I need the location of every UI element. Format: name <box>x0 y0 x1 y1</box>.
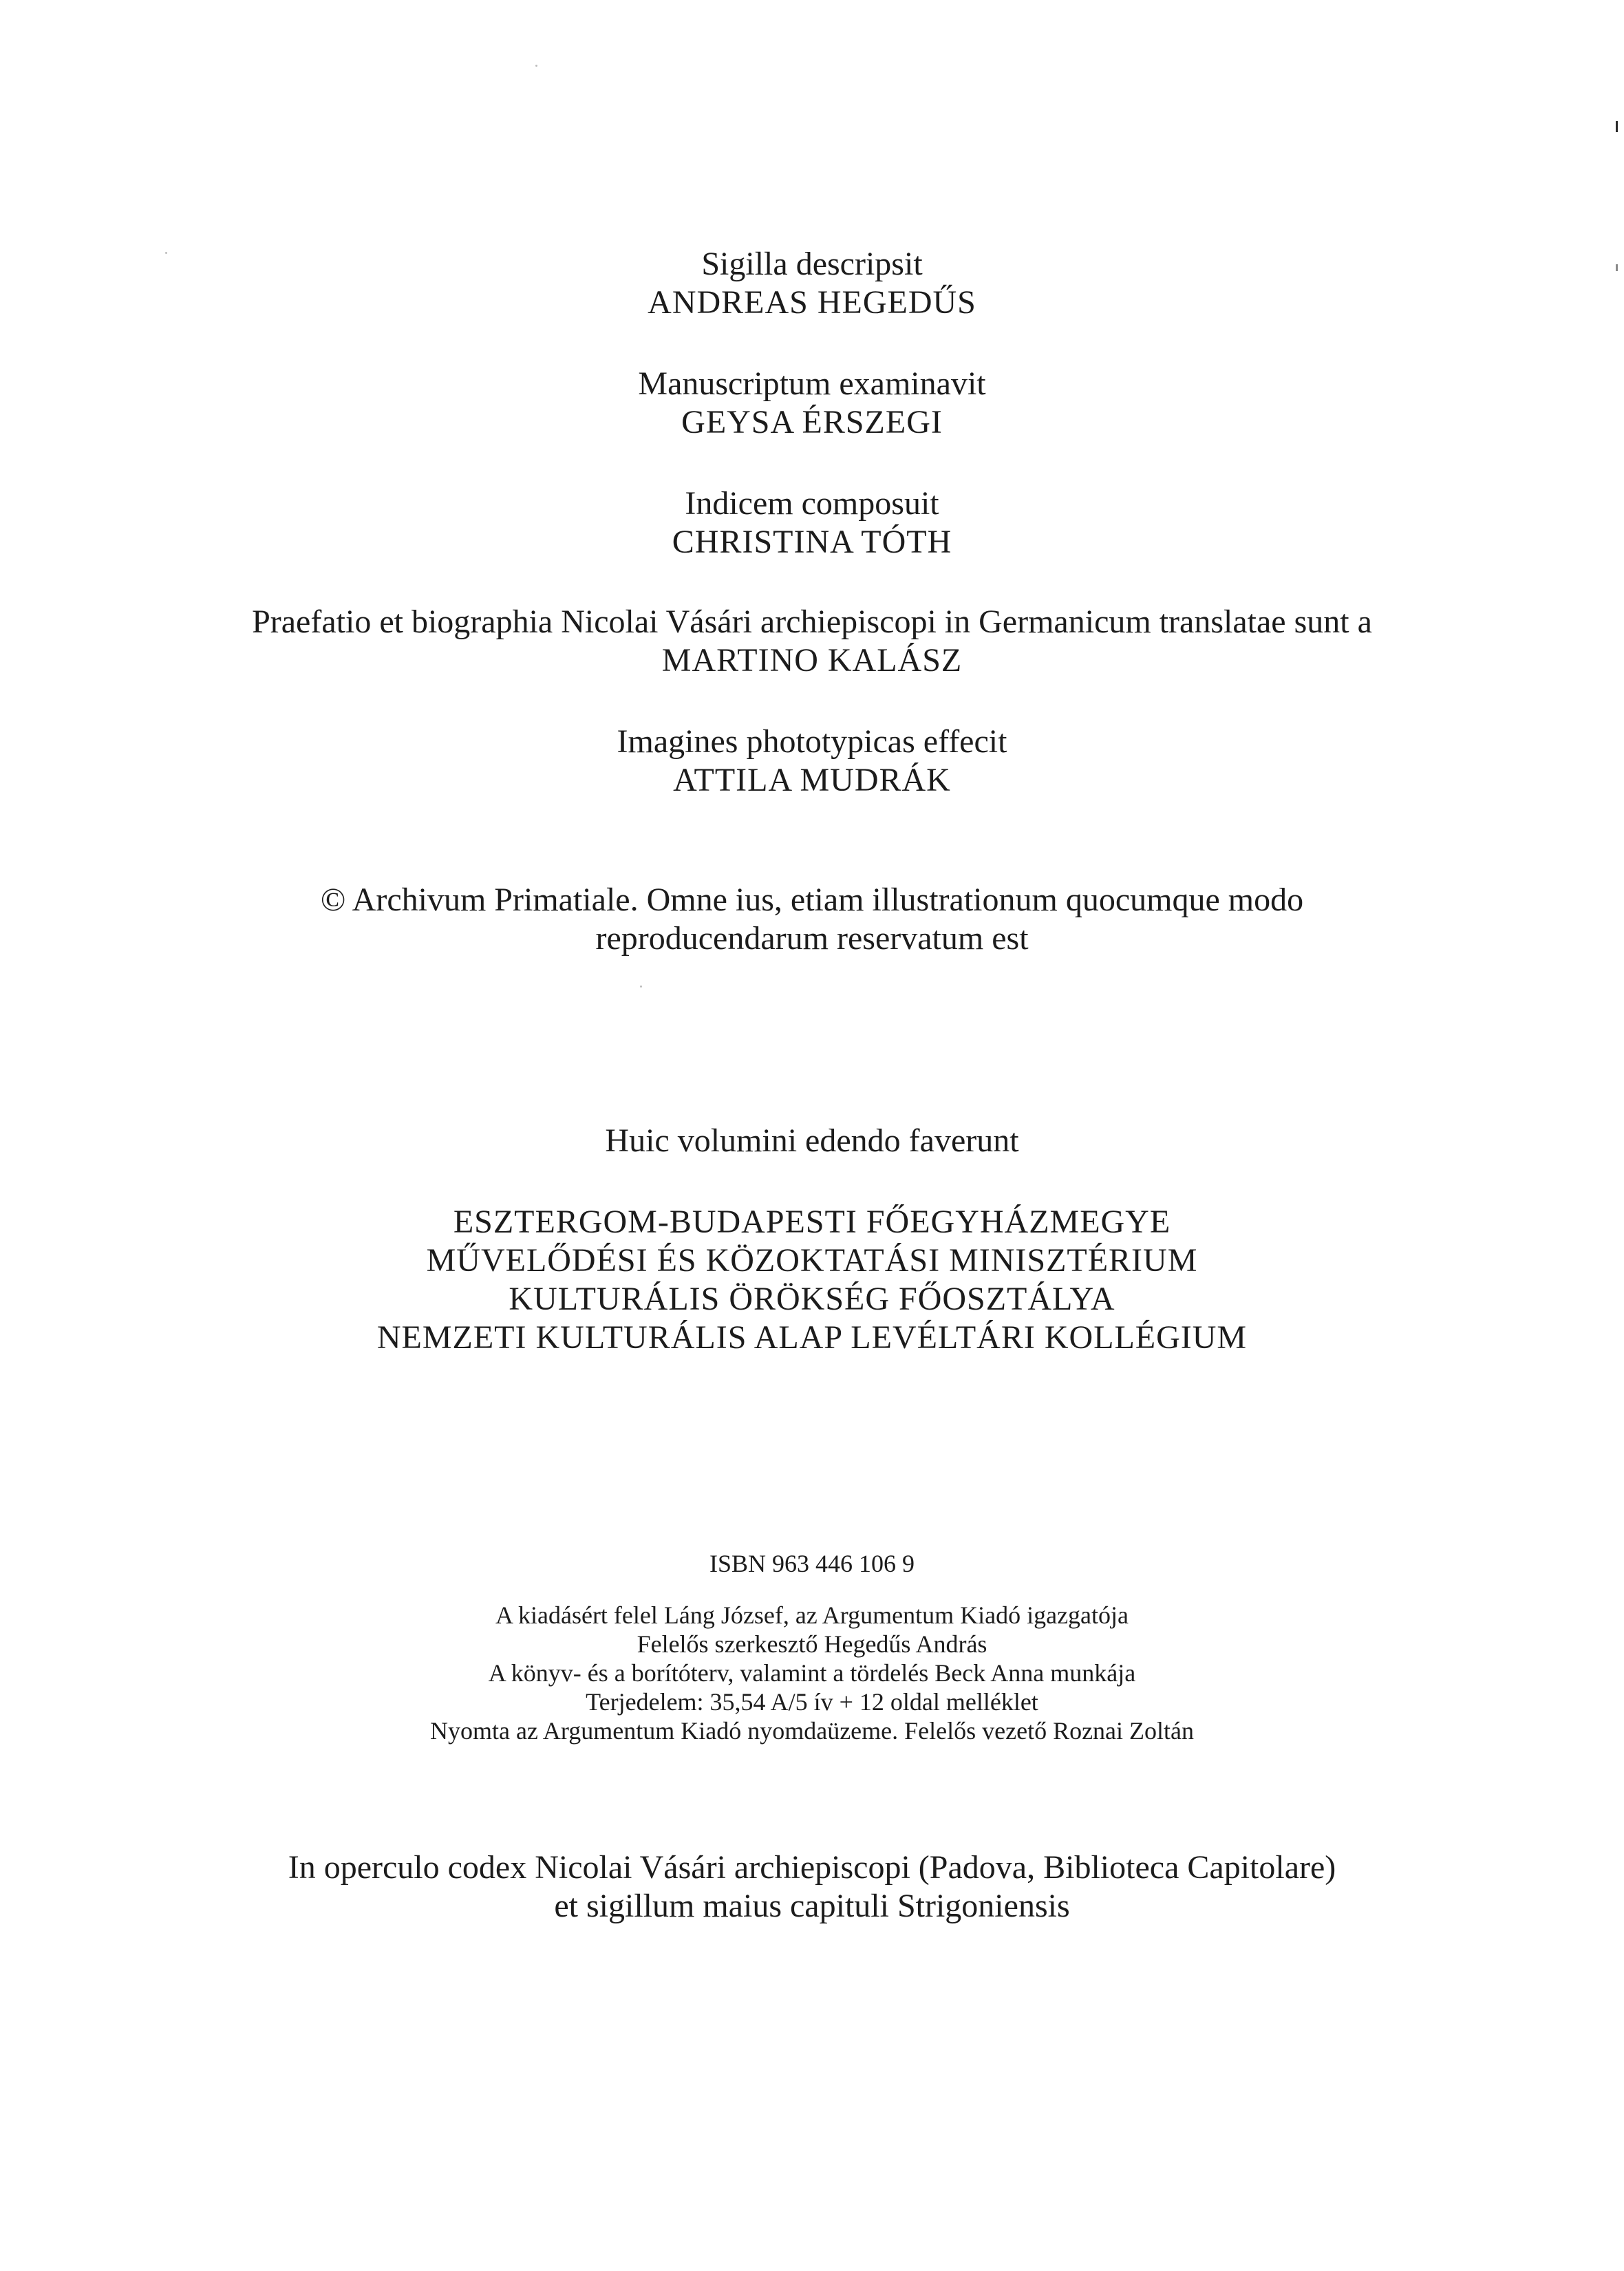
credit-role: Indicem composuit <box>685 485 939 522</box>
credit-name: CHRISTINA TÓTH <box>672 524 952 560</box>
credit-seals <box>0 245 1624 322</box>
colophon <box>0 1601 1624 1745</box>
cover-note-line: et sigillum maius capituli Strigoniensis <box>554 1888 1070 1924</box>
sponsors-heading-text: Huic volumini edendo faverunt <box>605 1122 1019 1159</box>
colophon-line: Terjedelem: 35,54 A/5 ív + 12 oldal melléklet <box>586 1688 1038 1716</box>
credit-translation <box>0 603 1624 680</box>
cover-note-line: In operculo codex Nicolai Vásári archiepiscopi (Padova, Biblioteca Capitolare) <box>288 1849 1336 1886</box>
copyright-notice <box>0 881 1624 958</box>
credit-role: Imagines phototypicas effecit <box>617 723 1007 760</box>
isbn <box>0 1548 1624 1579</box>
sponsors-heading <box>0 1122 1624 1160</box>
colophon-line: Felelős szerkesztő Hegedűs András <box>637 1630 987 1658</box>
sponsor-line: KULTURÁLIS ÖRÖKSÉG FŐOSZTÁLYA <box>509 1281 1115 1317</box>
credit-name: ANDREAS HEGEDŰS <box>648 284 976 321</box>
credit-index <box>0 484 1624 562</box>
credit-name: GEYSA ÉRSZEGI <box>681 404 943 440</box>
credit-role: Sigilla descripsit <box>701 246 923 282</box>
isbn-text: ISBN 963 446 106 9 <box>709 1550 915 1577</box>
credit-name: MARTINO KALÁSZ <box>661 642 963 679</box>
scan-edge-mark <box>1616 121 1618 132</box>
scan-speck <box>640 985 642 988</box>
sponsor-line: MŰVELŐDÉSI ÉS KÖZOKTATÁSI MINISZTÉRIUM <box>426 1242 1198 1279</box>
sponsor-line: ESZTERGOM-BUDAPESTI FŐEGYHÁZMEGYE <box>453 1204 1171 1240</box>
colophon-line: A kiadásért felel Láng József, az Argumentum Kiadó igazgatója <box>495 1601 1129 1629</box>
sponsor-line: NEMZETI KULTURÁLIS ALAP LEVÉLTÁRI KOLLÉGIUM <box>376 1319 1248 1356</box>
cover-note <box>0 1848 1624 1926</box>
credit-manuscript <box>0 365 1624 442</box>
scan-speck <box>535 65 537 67</box>
credit-role: Praefatio et biographia Nicolai Vásári archiepiscopi in Germanicum translatae sunt a <box>252 604 1372 640</box>
credit-photos <box>0 723 1624 800</box>
copyright-line: © Archivum Primatiale. Omne ius, etiam illustrationum quocumque modo <box>320 882 1304 918</box>
credit-role: Manuscriptum examinavit <box>638 365 986 402</box>
colophon-line: A könyv- és a borítóterv, valamint a tördelés Beck Anna munkája <box>488 1659 1136 1687</box>
sponsors-list <box>0 1203 1624 1357</box>
copyright-line: reproducendarum reservatum est <box>595 920 1029 957</box>
credit-name: ATTILA MUDRÁK <box>673 762 951 798</box>
colophon-line: Nyomta az Argumentum Kiadó nyomdaüzeme. Felelős vezető Roznai Zoltán <box>429 1717 1195 1745</box>
